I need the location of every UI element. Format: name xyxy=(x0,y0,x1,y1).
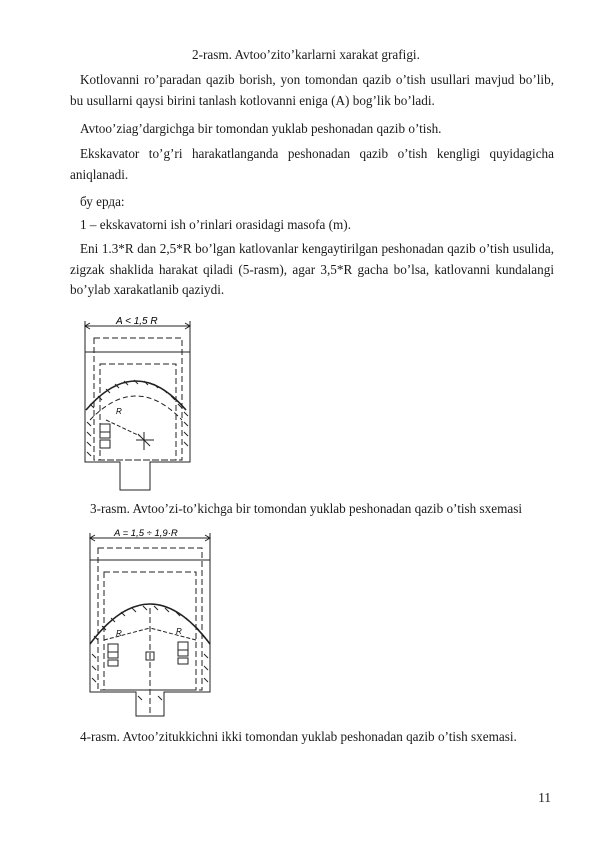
figure-4-radius-right: R xyxy=(176,627,182,636)
paragraph-5: 1 – ekskavatorni ish o’rinlari orasidagi masofa (m). xyxy=(80,217,352,232)
figure-4-dimension-label: A = 1,5 ÷ 1,9·R xyxy=(114,528,178,539)
paragraph-2: Avtoo’ziag’dargichga bir tomondan yuklab peshonadan qazib o’tish. xyxy=(80,121,442,136)
figure-3-scheme xyxy=(78,312,208,492)
page-number: 11 xyxy=(538,790,551,805)
paragraph-6: Eni 1.3*R dan 2,5*R bo’lgan katlovanlar kengaytirilgan peshonadan qazib o’tish usulida, zigzak shaklida harakat qiladi (5-rasm), agar 3,5*R gacha bo’lsa, katlovanni kundalangi bo’ylab xarakatlanib qaziydi. xyxy=(70,241,554,297)
figure-3-dimension-label: A < 1,5 R xyxy=(116,316,158,327)
figure-4-radius-left: R xyxy=(116,629,122,638)
paragraph-1: Kotlovanni ro’paradan qazib borish, yon tomondan qazib o’tish usullari mavjud bo’lib, bu usullarni qaysi birini tanlash kotlovanni eniga (A) bog’lik bo’ladi. xyxy=(70,72,554,108)
figure-4-scheme xyxy=(84,524,216,720)
page-title: 2-rasm. Avtoo’zito’karlarni xarakat grafigi. xyxy=(192,47,420,62)
figure-3-caption: 3-rasm. Avtoo’zi-to’kichga bir tomondan yuklab peshonadan qazib o’tish sxemasi xyxy=(90,501,523,516)
paragraph-3: Ekskavator to’g’ri harakatlanganda peshonadan qazib o’tish kengligi quyidagicha aniqlanadi. xyxy=(70,146,554,182)
figure-3-radius-label: R xyxy=(116,407,122,416)
figure-4-caption: 4-rasm. Avtoo’zitukkichni ikki tomondan yuklab peshonadan qazib o’tish sxemasi. xyxy=(80,729,517,744)
paragraph-4: бу ерда: xyxy=(80,194,125,209)
